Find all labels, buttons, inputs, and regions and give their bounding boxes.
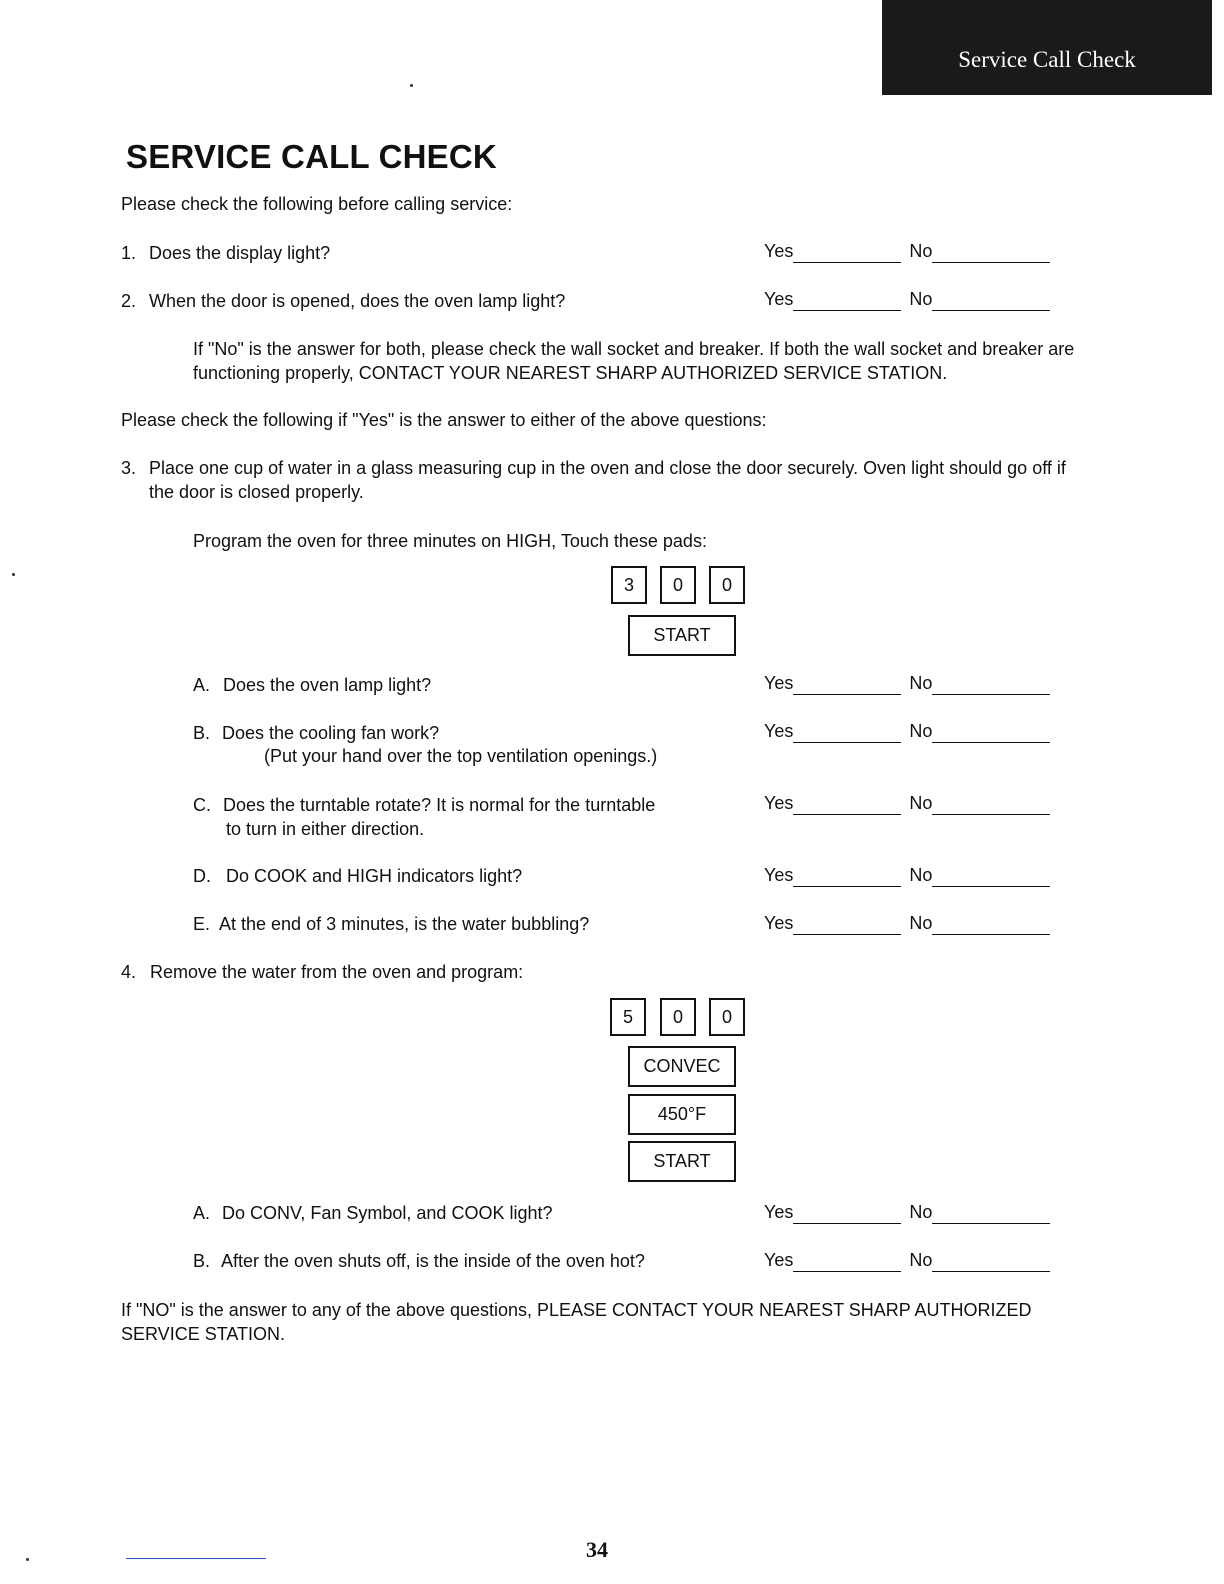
no-blank[interactable] xyxy=(932,916,1050,935)
no-blank[interactable] xyxy=(932,868,1050,887)
q4-text: Remove the water from the oven and program: xyxy=(150,962,524,982)
q3-text: Place one cup of water in a glass measuring cup in the oven and close the door securely. Oven light should go off if the door is closed properly. xyxy=(149,458,1066,502)
q3b-letter: B. xyxy=(193,723,211,743)
pad-5: 5 xyxy=(610,998,646,1036)
start-pad: START xyxy=(628,615,736,656)
q4b-answer xyxy=(764,1248,1050,1272)
pad-0: 0 xyxy=(709,998,745,1036)
yes-label: Yes xyxy=(764,721,794,741)
no-label: No xyxy=(909,793,933,813)
q3a-answer xyxy=(764,671,1050,695)
yes-label: Yes xyxy=(764,289,794,309)
yes-blank[interactable] xyxy=(793,1205,901,1224)
intro-text: Please check the following before calling service: xyxy=(121,194,513,214)
q2-answer xyxy=(764,287,1050,311)
q3a-letter: A. xyxy=(193,675,211,695)
q2-text: When the door is opened, does the oven lamp light? xyxy=(149,291,566,311)
q3c-text-continued: to turn in either direction. xyxy=(226,819,425,839)
q3d-letter: D. xyxy=(193,866,211,886)
pad-0: 0 xyxy=(660,998,696,1036)
yes-label: Yes xyxy=(764,1250,794,1270)
yes-blank[interactable] xyxy=(793,244,901,263)
section-tab xyxy=(882,0,1212,95)
pad-3: 3 xyxy=(611,566,647,604)
q3b-answer xyxy=(764,719,1050,743)
no-label: No xyxy=(909,721,933,741)
yes-label: Yes xyxy=(764,673,794,693)
no-label: No xyxy=(909,1250,933,1270)
no-blank[interactable] xyxy=(932,676,1050,695)
check-if-yes-text: Please check the following if "Yes" is the answer to either of the above questions: xyxy=(121,410,767,430)
yes-blank[interactable] xyxy=(793,1253,901,1272)
no-blank[interactable] xyxy=(932,292,1050,311)
q3e-letter: E. xyxy=(193,914,211,934)
q4b-text: After the oven shuts off, is the inside of the oven hot? xyxy=(221,1251,645,1271)
q1-answer xyxy=(764,239,1050,263)
q4a-letter: A. xyxy=(193,1203,211,1223)
scan-speck xyxy=(26,1558,29,1561)
closing-text: If "NO" is the answer to any of the above questions, PLEASE CONTACT YOUR NEAREST SHARP AUTHORIZED SERVICE STATION. xyxy=(121,1300,1032,1344)
yes-label: Yes xyxy=(764,241,794,261)
temperature-pad: 450°F xyxy=(628,1094,736,1135)
q3c-letter: C. xyxy=(193,795,211,815)
yes-blank[interactable] xyxy=(793,796,901,815)
q3d-answer xyxy=(764,863,1050,887)
yes-blank[interactable] xyxy=(793,916,901,935)
start-pad: START xyxy=(628,1141,736,1182)
scan-speck xyxy=(12,573,15,576)
q3c-text: Does the turntable rotate? It is normal for the turntable xyxy=(223,795,656,815)
page-title: SERVICE CALL CHECK xyxy=(126,138,497,175)
q3b-text: Does the cooling fan work? xyxy=(222,723,440,743)
pad-0: 0 xyxy=(709,566,745,604)
q4a-answer xyxy=(764,1200,1050,1224)
program-high-text: Program the oven for three minutes on HIGH, Touch these pads: xyxy=(193,531,707,551)
q2-number: 2. xyxy=(121,291,137,311)
note-both-no: If "No" is the answer for both, please check the wall socket and breaker. If both the wall socket and breaker are functioning properly, CONTACT YOUR NEAREST SHARP AUTHORIZED SERVICE STATION. xyxy=(193,339,1075,383)
no-label: No xyxy=(909,913,933,933)
yes-blank[interactable] xyxy=(793,868,901,887)
q3d-text: Do COOK and HIGH indicators light? xyxy=(226,866,523,886)
no-blank[interactable] xyxy=(932,724,1050,743)
no-blank[interactable] xyxy=(932,1205,1050,1224)
q3b-note: (Put your hand over the top ventilation openings.) xyxy=(264,746,658,766)
q3a-text: Does the oven lamp light? xyxy=(223,675,432,695)
yes-label: Yes xyxy=(764,913,794,933)
q4-number: 4. xyxy=(121,962,137,982)
no-label: No xyxy=(909,1202,933,1222)
q3e-answer xyxy=(764,911,1050,935)
no-blank[interactable] xyxy=(932,1253,1050,1272)
no-label: No xyxy=(909,289,933,309)
yes-label: Yes xyxy=(764,793,794,813)
convec-pad: CONVEC xyxy=(628,1046,736,1087)
no-label: No xyxy=(909,241,933,261)
yes-label: Yes xyxy=(764,865,794,885)
q3-number: 3. xyxy=(121,458,137,478)
q3e-text: At the end of 3 minutes, is the water bubbling? xyxy=(219,914,590,934)
q4b-letter: B. xyxy=(193,1251,211,1271)
no-label: No xyxy=(909,865,933,885)
yes-blank[interactable] xyxy=(793,724,901,743)
yes-blank[interactable] xyxy=(793,676,901,695)
footer-rule xyxy=(126,1558,266,1559)
q4a-text: Do CONV, Fan Symbol, and COOK light? xyxy=(222,1203,553,1223)
scan-speck xyxy=(410,84,413,87)
page-number: 34 xyxy=(586,1537,608,1562)
yes-blank[interactable] xyxy=(793,292,901,311)
q1-number: 1. xyxy=(121,243,137,263)
q3c-answer xyxy=(764,791,1050,815)
no-blank[interactable] xyxy=(932,244,1050,263)
yes-label: Yes xyxy=(764,1202,794,1222)
pad-0: 0 xyxy=(660,566,696,604)
q1-text: Does the display light? xyxy=(149,243,331,263)
section-tab-label: Service Call Check xyxy=(958,46,1136,72)
no-blank[interactable] xyxy=(932,796,1050,815)
no-label: No xyxy=(909,673,933,693)
